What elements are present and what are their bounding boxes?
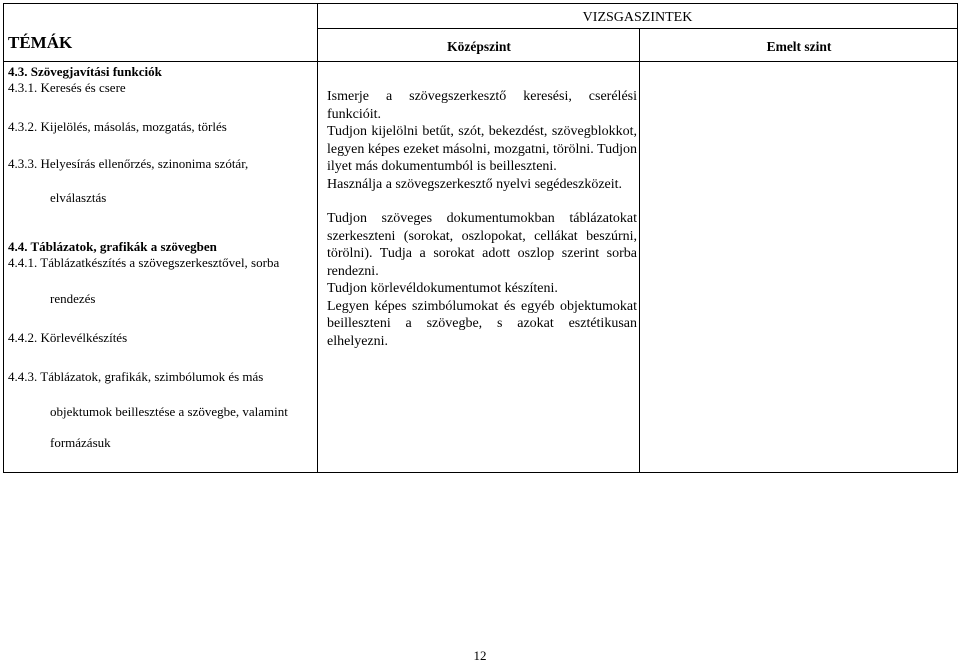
kozepszint-header: Középszint — [447, 39, 511, 54]
topic-4-4-1: 4.4.1. Táblázatkészítés a szövegszerkesztővel, sorba — [8, 255, 280, 270]
temak-header: TÉMÁK — [8, 33, 73, 52]
topic-4-3-3: 4.3.3. Helyesírás ellenőrzés, szinonima szótár, — [8, 156, 249, 171]
topic-4-4-3-cont2: formázásuk — [50, 435, 111, 450]
topic-4-4-2: 4.4.2. Körlevélkészítés — [8, 330, 128, 345]
divider-header — [3, 61, 958, 62]
requirement-select-copy: Tudjon kijelölni betűt, szót, bekezdést, szövegblokkot, legyen képes ezeket másolni, mozgatni, törölni. Tudjon ilyet más dokumentumból is beilleszteni. — [327, 124, 637, 174]
requirement-tables: Tudjon szöveges dokumentumokban táblázatokat szerkeszteni (sorokat, oszlopokat, cellákat beszúrni, törölni). Tudja a sorokat adott oszlop szerint sorba rendezni. — [327, 211, 637, 279]
vizsgaszintek-header: VIZSGASZINTEK — [582, 10, 693, 25]
section-4-4-heading: 4.4. Táblázatok, grafikák a szövegben — [8, 239, 217, 254]
topic-4-4-3: 4.4.3. Táblázatok, grafikák, szimbólumok és más — [8, 369, 264, 384]
section-4-3-heading: 4.3. Szövegjavítási funkciók — [8, 64, 162, 79]
table-border-right — [957, 3, 958, 473]
topic-4-3-2: 4.3.2. Kijelölés, másolás, mozgatás, törlés — [8, 119, 227, 134]
table-border-left — [3, 3, 4, 473]
kozepszint-column — [327, 88, 637, 350]
topic-4-3-1: 4.3.1. Keresés és csere — [8, 80, 126, 95]
emelt-szint-header: Emelt szint — [766, 39, 832, 54]
requirement-language-tools: Használja a szövegszerkesztő nyelvi segédeszközeit. — [327, 176, 623, 192]
divider-middle-column — [639, 28, 640, 473]
requirement-mail-merge: Tudjon körlevéldokumentumot készíteni. — [327, 281, 558, 296]
topic-4-4-1-cont: rendezés — [50, 291, 96, 306]
requirement-search-replace: Ismerje a szövegszerkesztő keresési, cserélési funkcióit. — [327, 89, 637, 122]
table-border-bottom — [3, 472, 958, 473]
table-border-top — [3, 3, 958, 4]
page-number: 12 — [473, 648, 487, 663]
divider-vizsgaszintek — [317, 28, 958, 29]
divider-left-column — [317, 3, 318, 473]
topic-4-3-3-cont: elválasztás — [50, 190, 107, 205]
requirement-objects: Legyen képes szimbólumokat és egyéb objektumokat beilleszteni a szövegbe, s azokat esztétikusan elhelyezni. — [327, 298, 637, 349]
topic-4-4-3-cont1: objektumok beillesztése a szövegbe, valamint — [50, 404, 288, 419]
